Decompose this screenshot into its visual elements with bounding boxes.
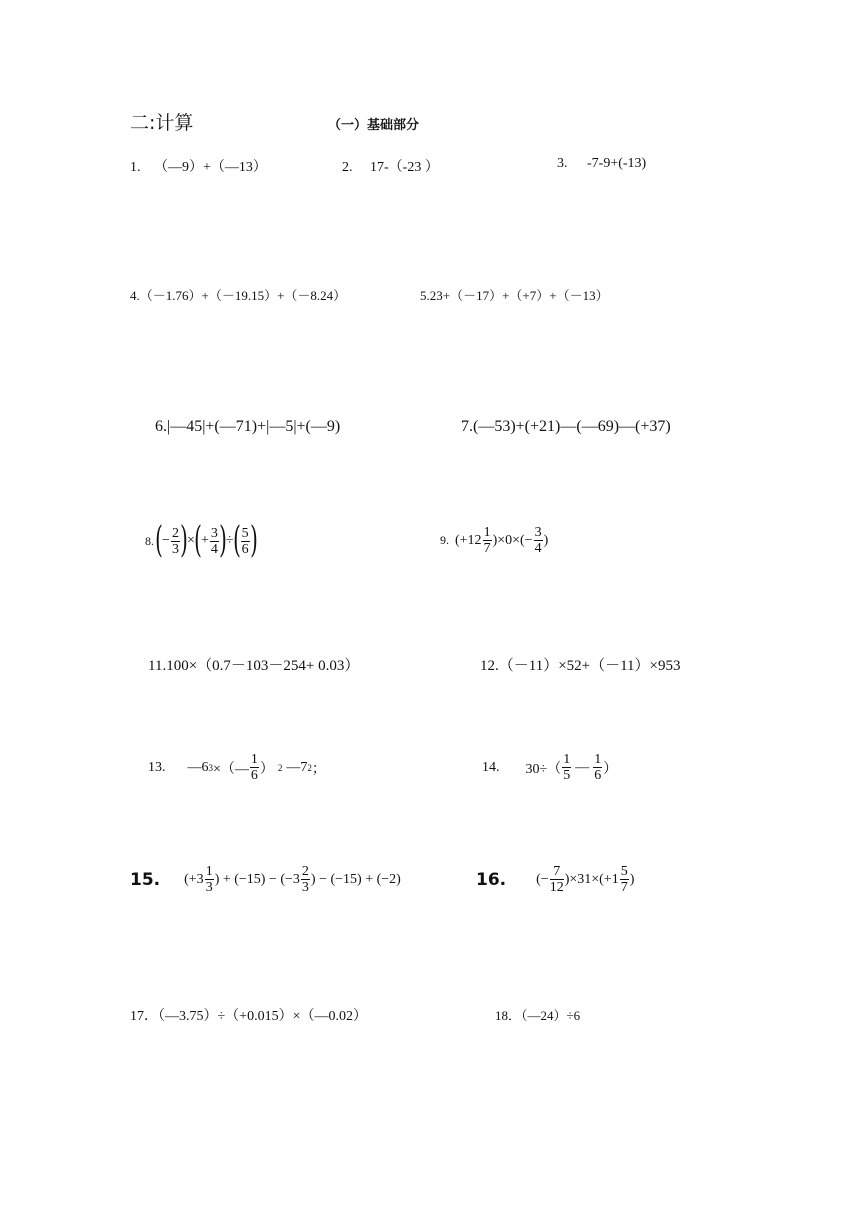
problem-3 — [557, 156, 646, 172]
problem-16: 16. (− $\frac{7}{12}$ )×31×(+1 $\frac{5}{7}$ ) — [476, 864, 635, 895]
problem-expression: （—9）+（—13） — [154, 160, 267, 175]
problem-13: 13. —6 3 ×（— $\frac{1}{6}$ ） 2 —7 2 ； — [148, 752, 326, 783]
problem-number: 15. — [130, 869, 161, 890]
fraction: $\frac{3}{4}$ — [210, 525, 218, 557]
problem-number: 8. — [145, 533, 154, 548]
problem-number: 2. — [342, 160, 353, 175]
fraction: $\frac{1}{7}$ — [483, 525, 491, 556]
fraction: $\frac{1}{3}$ — [205, 864, 213, 895]
problem-4: 4.（－1.76）+（－19.15）+（－8.24） — [130, 288, 347, 303]
fraction: $\frac{1}{5}$ — [563, 752, 571, 783]
problem-17: 17．（—3.75）÷（+0.015）×（—0.02） — [130, 1009, 367, 1024]
section-subtitle: （一）基础部分 — [328, 118, 420, 133]
sign: − — [162, 533, 170, 548]
problem-5: 5.23+（－17）+（+7）+（－13） — [420, 288, 609, 303]
fraction: $\frac{5}{7}$ — [620, 864, 628, 895]
problem-7: 7.(—53)+(+21)—(—69)—(+37) — [461, 418, 671, 435]
fraction: $\frac{3}{4}$ — [534, 525, 542, 556]
problem-14: 14. 30÷（ $\frac{1}{5}$ — $\frac{1}{6}$ ） — [482, 752, 618, 783]
fraction: $\frac{7}{12}$ — [549, 864, 564, 895]
problem-expression: -7-9+(-13) — [587, 156, 647, 171]
problem-number: 3. — [557, 156, 568, 171]
problem-expression: 17-（-23 ） — [370, 160, 439, 175]
fraction: $\frac{5}{6}$ — [241, 525, 249, 557]
problem-8: 8. ( − $\frac{2}{3}$ ) × ( + $\frac{3}{4}$ ) ÷ ( $\frac{5}{6}$ ) — [145, 520, 258, 561]
fraction: $\frac{2}{3}$ — [301, 864, 309, 895]
fraction: $\frac{1}{6}$ — [594, 752, 602, 783]
problem-12: 12.（－11）×52+（－11）×953 — [480, 658, 681, 674]
problem-2 — [342, 156, 439, 176]
problem-18: 18．（—24）÷6 — [495, 1008, 581, 1023]
problem-number: 14. — [482, 759, 500, 775]
problem-number: 1. — [130, 160, 141, 175]
problem-number: 16. — [476, 869, 507, 890]
fraction: $\frac{2}{3}$ — [171, 525, 179, 557]
problem-number: 9. — [440, 533, 449, 547]
fraction: $\frac{1}{6}$ — [250, 752, 258, 783]
problem-15: 15. (+3 $\frac{1}{3}$ ) + (−15) − (−3 $\frac{2}{3}$ ) − (−15) + (−2) — [130, 864, 401, 895]
problem-9: 9. (+12 $\frac{1}{7}$ )×0×(− $\frac{3}{4}$ ) — [440, 525, 549, 556]
problem-11: 11.100×（0.7－103－254+ 0.03） — [148, 658, 360, 674]
section-title: 二:计算 — [130, 112, 194, 134]
problem-1 — [130, 156, 267, 176]
problem-number: 13. — [148, 759, 166, 775]
problem-6: 6.|—45|+(—71)+|—5|+(—9) — [155, 418, 341, 435]
